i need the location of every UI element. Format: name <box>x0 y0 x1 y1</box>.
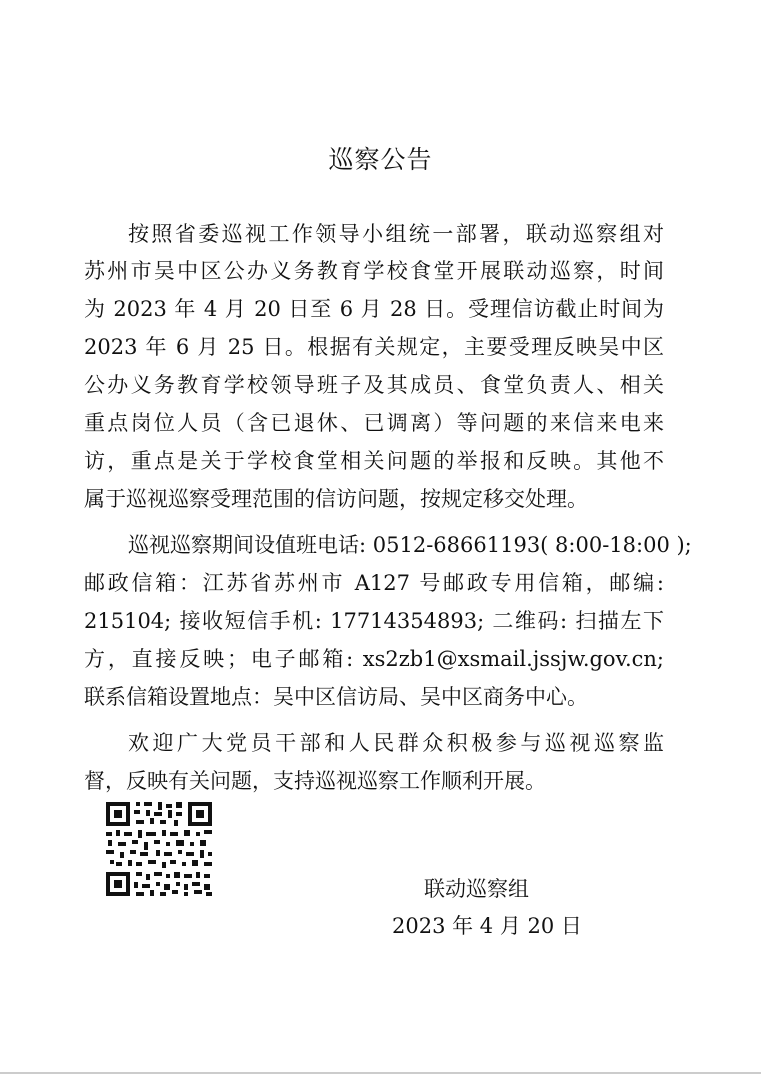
body-line: 联系信箱设置地点：吴中区信访局、吴中区商务中心。 <box>84 685 588 709</box>
signature-date: 2023 年 4 月 20 日 <box>392 914 582 938</box>
page-bottom-divider <box>0 1072 761 1074</box>
body-line: 215104; 接收短信手机: 17714354893; 二维码: 扫描左下 <box>84 609 664 633</box>
notice-title: 巡察公告 <box>328 145 433 174</box>
body-line: 访，重点是关于学校食堂相关问题的举报和反映。其他不 <box>84 449 664 473</box>
body-line: 巡视巡察期间设值班电话: 0512-68661193( 8:00-18:00 ); <box>128 533 692 557</box>
body-line: 2023 年 6 月 25 日。根据有关规定，主要受理反映吴中区 <box>84 335 664 359</box>
body-line: 苏州市吴中区公办义务教育学校食堂开展联动巡察，时间 <box>84 259 664 283</box>
body-line: 方，直接反映；电子邮箱: xs2zb1@xsmail.jssjw.gov.cn; <box>84 647 664 671</box>
body-line: 为 2023 年 4 月 20 日至 6 月 28 日。受理信访截止时间为 <box>84 297 664 321</box>
signature-organization: 联动巡察组 <box>424 877 529 901</box>
qr-code[interactable] <box>104 800 214 898</box>
body-line: 按照省委巡视工作领导小组统一部署，联动巡察组对 <box>128 222 664 246</box>
body-line: 督，反映有关问题，支持巡视巡察工作顺利开展。 <box>84 769 546 793</box>
body-line: 属于巡视巡察受理范围的信访问题，按规定移交处理。 <box>84 487 588 511</box>
body-line: 公办义务教育学校领导班子及其成员、食堂负责人、相关 <box>84 373 664 397</box>
body-line: 重点岗位人员（含已退休、已调离）等问题的来信来电来 <box>84 411 664 435</box>
body-line: 邮政信箱：江苏省苏州市 A127 号邮政专用信箱，邮编: <box>84 571 664 595</box>
body-line: 欢迎广大党员干部和人民群众积极参与巡视巡察监 <box>128 731 664 755</box>
